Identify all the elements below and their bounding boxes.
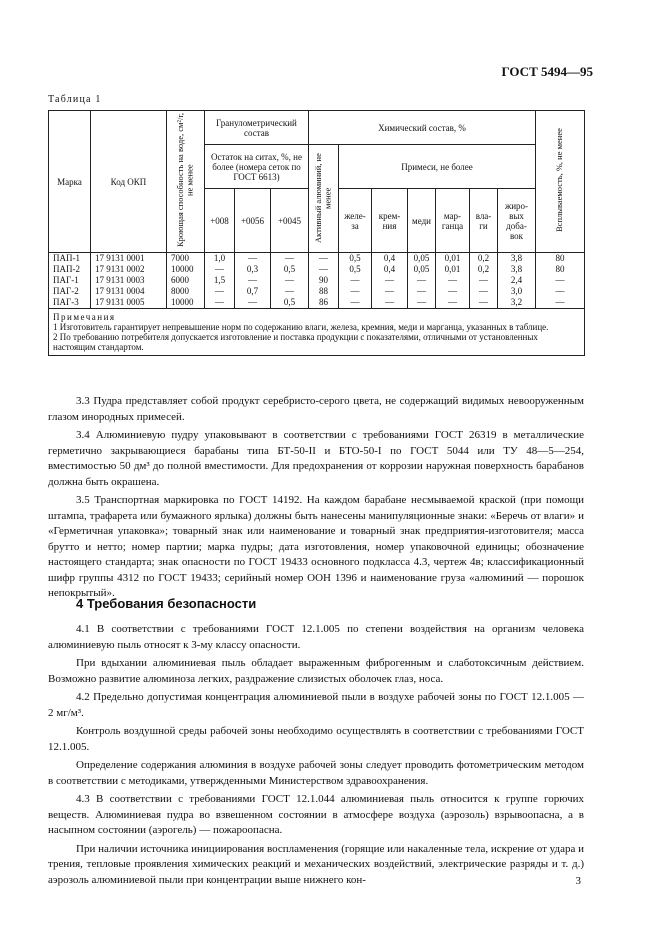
cell-kod: 17 9131 0004 xyxy=(91,286,167,297)
cell-kr: 10000 xyxy=(167,264,205,275)
cell-h2o: 0,2 xyxy=(470,264,498,275)
header-silicon: крем-ния xyxy=(372,189,408,253)
cell-kod: 17 9131 0002 xyxy=(91,264,167,275)
cell-s3: 0,5 xyxy=(271,297,309,309)
cell-marka: ПАГ-1 xyxy=(49,275,91,286)
cell-s3: — xyxy=(271,253,309,264)
paragraph-4-2c: Определение содержания алюминия в воздухе рабочей зоны следует проводить фотометрическим методом в соответствии с методиками, утвержденными Министерством здравоохранения. xyxy=(48,759,584,787)
cell-cu: — xyxy=(408,286,436,297)
cell-fe: — xyxy=(339,297,372,309)
cell-vs: 80 xyxy=(536,253,585,264)
cell-fat: 3,8 xyxy=(498,253,536,264)
table-row xyxy=(49,297,585,309)
paragraph-3-5: 3.5 Транспортная маркировка по ГОСТ 14192. На каждом барабане несмываемой краской (при помощи штампа, трафарета или бумажного ярлыка) должны быть нанесены манипуляционные знаки: «Беречь от влаги» и «Герметичная упаковка»; товарный знак или наименование и товарный знак предприятия-изготовителя; масса брутто и нетто; номер партии; марка пудры; дата изготовления, номер упаковочной единицы; обозначение настоящего стандарта; знак опасности по ГОСТ 19433 основного подкласса 4.3, чертеж 4в; классификационный шифр группы 4312 по ГОСТ 19433; серийный номер ООН 1396 и наименование груза «алюминий — порошок непокрытый». xyxy=(48,494,584,599)
header-kod-okp: Код ОКП xyxy=(91,111,167,253)
header-kroyushchaya: Кроющая способность на воде, см²/г, не менее xyxy=(167,111,205,253)
cell-si: — xyxy=(372,286,408,297)
cell-fat: 3,0 xyxy=(498,286,536,297)
paragraph-4-2: 4.2 Предельно допустимая концентрация алюминиевой пыли в воздухе рабочей зоны по ГОСТ 12.1.005 — 2 мг/м³. xyxy=(48,691,584,719)
cell-vs: — xyxy=(536,286,585,297)
cell-kr: 10000 xyxy=(167,297,205,309)
paragraph-4-3b: При наличии источника инициирования воспламенения (горящие или накаленные тела, искрение от удара и трения, тепловые проявления химических реакций и механических воздействий, электрические разряды и т. д.) аэрозоль алюминиевой пыли при концентрации выше нижнего кон- xyxy=(48,842,584,886)
cell-si: 0,4 xyxy=(372,264,408,275)
paragraph-4-1b: При вдыхании алюминиевая пыль обладает выраженным фиброгенным и слаботоксичным действием. Возможно развитие алюминоза легких, раздражение слизистых оболочек глаз, носа. xyxy=(48,657,584,685)
cell-s1: 1,5 xyxy=(205,275,235,286)
cell-vs: — xyxy=(536,275,585,286)
cell-s1: — xyxy=(205,297,235,309)
header-sieve-008: +008 xyxy=(205,189,235,253)
cell-marka: ПАГ-2 xyxy=(49,286,91,297)
header-primesi: Примеси, не более xyxy=(339,145,536,189)
cell-s1: 1,0 xyxy=(205,253,235,264)
cell-marka: ПАП-2 xyxy=(49,264,91,275)
cell-cu: 0,05 xyxy=(408,253,436,264)
cell-fe: 0,5 xyxy=(339,253,372,264)
table-1 xyxy=(48,110,585,356)
cell-h2o: — xyxy=(470,297,498,309)
cell-act: — xyxy=(309,253,339,264)
paragraph-4-2b: Контроль воздушной среды рабочей зоны необходимо осуществлять в соответствии с требованиями ГОСТ 12.1.005. xyxy=(48,725,584,753)
header-active-aluminium: Активный алюминий, не менее xyxy=(309,145,339,253)
cell-cu: — xyxy=(408,275,436,286)
cell-act: 88 xyxy=(309,286,339,297)
table-row xyxy=(49,275,585,286)
cell-s2: 0,7 xyxy=(235,286,271,297)
cell-si: — xyxy=(372,275,408,286)
cell-fat: 3,2 xyxy=(498,297,536,309)
paragraph-3-3: 3.3 Пудра представляет собой продукт серебристо-серого цвета, не содержащий видимых невооруженным глазом инородных примесей. xyxy=(48,395,584,423)
table-row xyxy=(49,286,585,297)
cell-mn: — xyxy=(436,297,470,309)
cell-s2: — xyxy=(235,275,271,286)
table-row xyxy=(49,253,585,264)
cell-s2: — xyxy=(235,297,271,309)
note-1: 1 Изготовитель гарантирует непревышение норм по содержанию влаги, железа, кремния, меди и марганца, указанных в таблице. xyxy=(53,322,549,332)
cell-cu: 0,05 xyxy=(408,264,436,275)
header-vsplyvaemost: Всплываемость, %, не менее xyxy=(536,111,585,253)
table-notes xyxy=(49,309,585,356)
cell-kr: 7000 xyxy=(167,253,205,264)
cell-mn: — xyxy=(436,275,470,286)
cell-s3: 0,5 xyxy=(271,264,309,275)
document-header: ГОСТ 5494—95 xyxy=(501,64,593,79)
cell-marka: ПАГ-3 xyxy=(49,297,91,309)
cell-s3: — xyxy=(271,275,309,286)
cell-kod: 17 9131 0003 xyxy=(91,275,167,286)
section-3-text xyxy=(48,394,584,605)
cell-fat: 2,4 xyxy=(498,275,536,286)
header-sieve-0056: +0056 xyxy=(235,189,271,253)
header-manganese: мар-ганца xyxy=(436,189,470,253)
cell-s2: 0,3 xyxy=(235,264,271,275)
table-caption: Таблица 1 xyxy=(48,94,102,105)
cell-mn: — xyxy=(436,286,470,297)
header-ostatok: Остаток на ситах, %, не более (номера сеток по ГОСТ 6613) xyxy=(205,145,309,189)
cell-s3: — xyxy=(271,286,309,297)
paragraph-4-3: 4.3 В соответствии с требованиями ГОСТ 12.1.044 алюминиевая пыль относится к группе горючих веществ. Алюминиевая пудра во взвешенном состоянии в атмосфере воздуха (аэрозоль) взрывоопасна, а в насыпном состоянии (аэрогель) — пожароопасна. xyxy=(48,793,584,836)
cell-fe: — xyxy=(339,275,372,286)
cell-h2o: 0,2 xyxy=(470,253,498,264)
section-4-text xyxy=(48,622,584,891)
cell-kod: 17 9131 0005 xyxy=(91,297,167,309)
cell-s1: — xyxy=(205,264,235,275)
cell-s2: — xyxy=(235,253,271,264)
cell-act: 90 xyxy=(309,275,339,286)
header-moisture: вла-ги xyxy=(470,189,498,253)
paragraph-3-4: 3.4 Алюминиевую пудру упаковывают в соответствии с требованиями ГОСТ 26319 в металлические герметично закрывающиеся барабаны типа БТ-50-II и БТО-50-I по ГОСТ 5044 или ТУ 48—5—254, вместимостью 50 дм³ до полной вместимости. Для предохранения от коррозии наружная поверхность барабанов должна быть окрашена. xyxy=(48,429,584,488)
cell-act: — xyxy=(309,264,339,275)
section-title: 4 Требования безопасности xyxy=(76,596,257,611)
cell-vs: — xyxy=(536,297,585,309)
cell-marka: ПАП-1 xyxy=(49,253,91,264)
cell-act: 86 xyxy=(309,297,339,309)
cell-kr: 6000 xyxy=(167,275,205,286)
header-marka: Марка xyxy=(49,111,91,253)
cell-kod: 17 9131 0001 xyxy=(91,253,167,264)
paragraph-4-1: 4.1 В соответствии с требованиями ГОСТ 12.1.005 по степени воздействия на организм человека алюминиевую пыль относят к 3-му классу опасности. xyxy=(48,623,584,651)
cell-kr: 8000 xyxy=(167,286,205,297)
header-fat: жиро-вых доба-вок xyxy=(498,189,536,253)
page-number: 3 xyxy=(575,875,581,887)
cell-vs: 80 xyxy=(536,264,585,275)
header-iron: желе-за xyxy=(339,189,372,253)
cell-h2o: — xyxy=(470,275,498,286)
header-chemical: Химический состав, % xyxy=(309,111,536,145)
header-granulometric: Гранулометрический состав xyxy=(205,111,309,145)
cell-si: — xyxy=(372,297,408,309)
cell-fe: — xyxy=(339,286,372,297)
header-sieve-0045: +0045 xyxy=(271,189,309,253)
cell-h2o: — xyxy=(470,286,498,297)
cell-mn: 0,01 xyxy=(436,253,470,264)
note-2: 2 По требованию потребителя допускается изготовление и поставка продукции с показателями, отличными от установленных настоящим стандартом. xyxy=(53,332,538,352)
cell-mn: 0,01 xyxy=(436,264,470,275)
cell-fe: 0,5 xyxy=(339,264,372,275)
cell-fat: 3,8 xyxy=(498,264,536,275)
header-copper: меди xyxy=(408,189,436,253)
cell-s1: — xyxy=(205,286,235,297)
notes-title: Примечания xyxy=(53,312,116,322)
table-row xyxy=(49,264,585,275)
cell-cu: — xyxy=(408,297,436,309)
cell-si: 0,4 xyxy=(372,253,408,264)
